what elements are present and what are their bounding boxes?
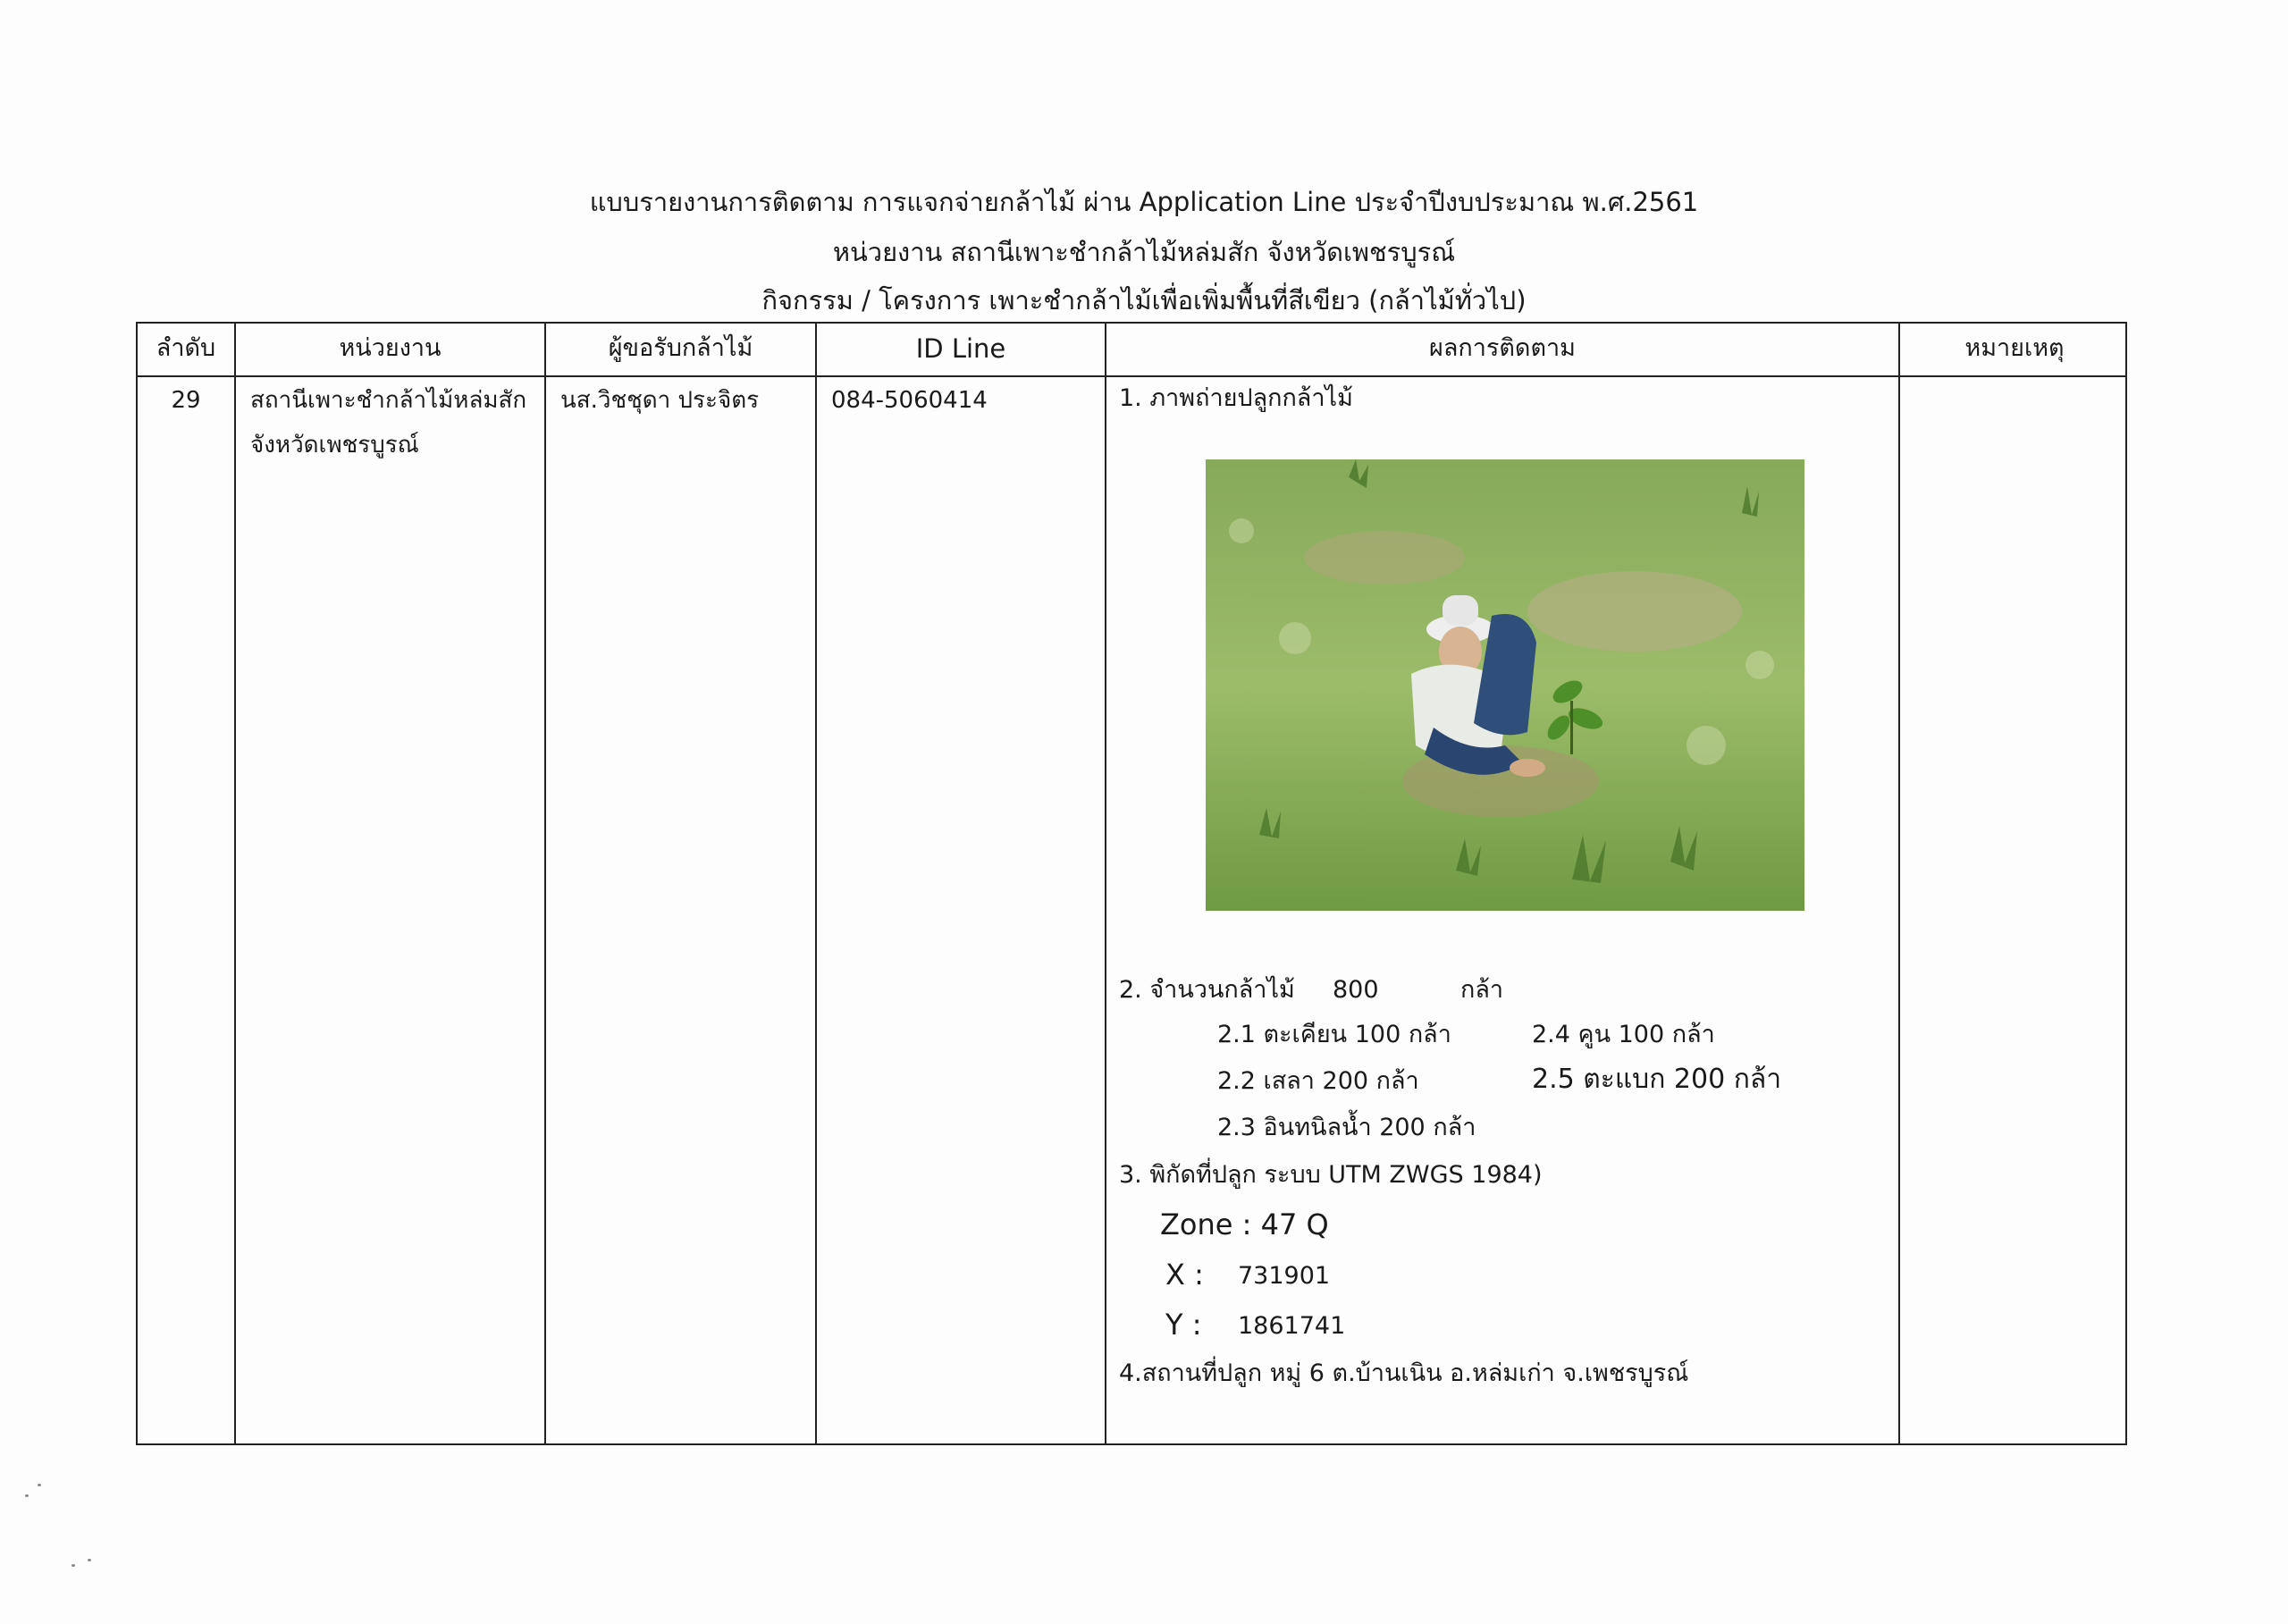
scan-speck [25, 1494, 29, 1497]
row-unit-line1: สถานีเพาะชำกล้าไม้หล่มสัก [250, 387, 527, 414]
utm-y-value: 1861741 [1238, 1312, 1346, 1340]
report-title: แบบรายงานการติดตาม การแจกจ่ายกล้าไม้ ผ่าน Application Line ประจำปีงบประมาณ พ.ศ.2561 [589, 187, 1699, 217]
species-item: 2.1 ตะเคียน 100 กล้า [1217, 1021, 1451, 1048]
planting-photo-icon [1206, 459, 1804, 911]
species-item: 2.5 ตะแบก 200 กล้า [1532, 1064, 1782, 1095]
unit-line: หน่วยงาน สถานีเพาะชำกล้าไม้หล่มสัก จังหวัดเพชรบูรณ์ [832, 237, 1456, 267]
seedling-count-value: 800 [1333, 976, 1379, 1004]
coordinate-heading: 3. พิกัดที่ปลูก ระบบ UTM ZWGS 1984) [1119, 1161, 1543, 1189]
col-header-unit: หน่วยงาน [339, 334, 442, 362]
row-unit-line2: จังหวัดเพชรบูรณ์ [250, 432, 419, 459]
species-item: 2.2 เสลา 200 กล้า [1217, 1067, 1419, 1095]
column-divider [544, 324, 546, 1443]
utm-y-label: Y : [1165, 1308, 1202, 1342]
row-number: 29 [171, 387, 201, 414]
col-header-result: ผลการติดตาม [1429, 334, 1576, 362]
scan-speck [38, 1484, 41, 1486]
utm-x-label: X : [1165, 1258, 1204, 1292]
column-divider [234, 324, 236, 1443]
planting-location: 4.สถานที่ปลูก หมู่ 6 ต.บ้านเนิน อ.หล่มเก่า จ.เพชรบูรณ์ [1119, 1359, 1689, 1387]
photo-heading: 1. ภาพถ่ายปลูกกล้าไม้ [1119, 384, 1353, 412]
seedling-count-unit: กล้า [1460, 976, 1504, 1004]
utm-x-value: 731901 [1238, 1262, 1331, 1290]
scan-speck [72, 1564, 75, 1567]
col-header-remark: หมายเหตุ [1964, 334, 2065, 362]
col-header-no: ลำดับ [156, 334, 216, 362]
column-divider [1105, 324, 1106, 1443]
header-divider [138, 375, 2125, 377]
column-divider [1898, 324, 1900, 1443]
column-divider [815, 324, 817, 1443]
col-header-recipient: ผู้ขอรับกล้าไม้ [608, 334, 753, 362]
species-item: 2.4 คูน 100 กล้า [1532, 1021, 1715, 1048]
activity-line: กิจกรรม / โครงการ เพาะชำกล้าไม้เพื่อเพิ่มพื้นที่สีเขียว (กล้าไม้ทั่วไป) [761, 285, 1527, 316]
row-id-line: 084-5060414 [831, 387, 988, 414]
col-header-id-line: ID Line [915, 333, 1006, 364]
species-item: 2.3 อินทนิลน้ำ 200 กล้า [1217, 1114, 1476, 1141]
tracking-table [136, 322, 2127, 1445]
utm-zone: Zone : 47 Q [1160, 1207, 1329, 1241]
seedling-count-label: 2. จำนวนกล้าไม้ [1119, 976, 1295, 1004]
planting-photo [1206, 459, 1804, 911]
scan-speck [88, 1559, 91, 1561]
row-recipient: นส.วิชชุดา ประจิตร [560, 387, 760, 414]
